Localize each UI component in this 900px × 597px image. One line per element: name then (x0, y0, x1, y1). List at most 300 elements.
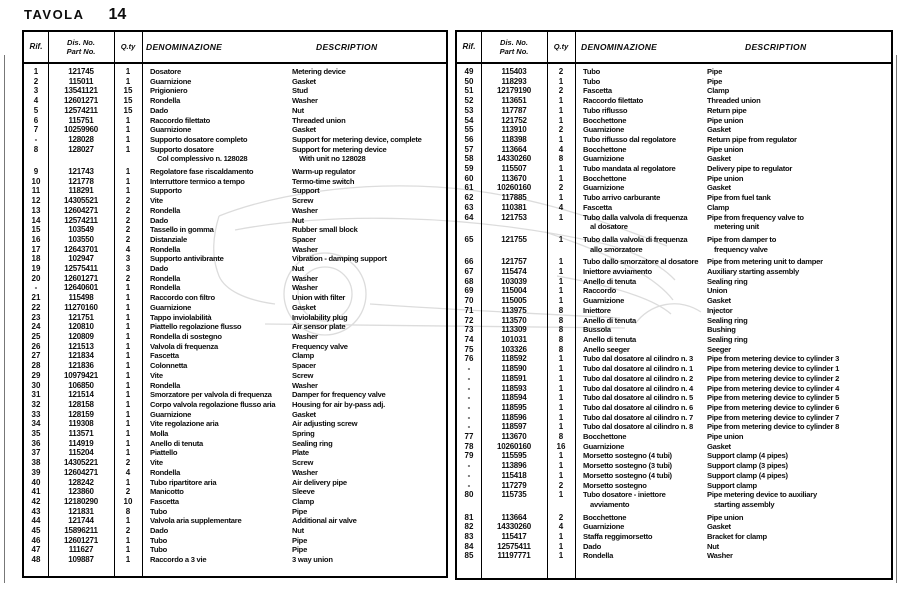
description-text: Return pipe from regulator (707, 134, 797, 144)
name-cells (575, 364, 891, 374)
row-line (583, 222, 891, 232)
description-text: Nut (292, 264, 304, 274)
name-cells (575, 522, 891, 532)
denominazione-text: Supporto antivibrante (150, 254, 224, 264)
row-line (150, 186, 446, 196)
table-row (24, 478, 446, 488)
rif-cell: 44 (31, 516, 41, 526)
qty-cell: 1 (125, 302, 131, 312)
name-cells (575, 203, 891, 213)
denominazione-text: Raccordo con filtro (150, 293, 215, 303)
name-cells (142, 67, 446, 77)
denominazione-text: Colonnetta (150, 361, 188, 371)
row-line (150, 235, 446, 245)
table-row (24, 254, 446, 264)
part-no-cell: 114919 (68, 438, 94, 448)
denominazione-text: Smorzatore per valvola di frequenza (150, 390, 272, 400)
part-no-cell: 128028 (68, 134, 94, 144)
rif-cell: 14 (31, 215, 41, 225)
part-no-cell: 117885 (501, 193, 527, 203)
table-row (24, 303, 446, 313)
part-no-cell: 121836 (68, 361, 94, 371)
table-row (457, 542, 891, 552)
table-row (457, 106, 891, 116)
name-cells (575, 335, 891, 345)
table-row (24, 400, 446, 410)
description-text: Bushing (707, 325, 736, 335)
name-cells (142, 507, 446, 517)
description-text: With unit no 128028 (299, 154, 366, 164)
name-cells (575, 277, 891, 287)
rif-cell: 32 (31, 399, 41, 409)
description-text: Sealing ring (707, 315, 748, 325)
name-cells (142, 264, 446, 274)
col-header-qty: Q.ty (120, 42, 136, 51)
column-divider (547, 32, 548, 578)
name-cells (575, 183, 891, 193)
description-text: Air delivery pipe (292, 477, 347, 487)
table-row (457, 384, 891, 394)
part-no-cell: 115417 (501, 532, 527, 542)
description-text: Air adjusting screw (292, 419, 358, 429)
table-row (24, 264, 446, 274)
rif-cell: 83 (464, 532, 474, 542)
denominazione-text: Dosatore (150, 67, 181, 76)
description-text: Gasket (707, 296, 731, 306)
row-line (150, 206, 446, 216)
name-cells (575, 325, 891, 335)
part-no-cell: 115403 (501, 67, 527, 76)
name-cells (142, 293, 446, 303)
description-text: Pipe from fuel tank (707, 193, 771, 203)
part-no-cell: 106850 (68, 380, 94, 390)
description-text: Nut (292, 105, 304, 115)
part-no-cell: 15896211 (64, 526, 98, 536)
qty-cell: 1 (558, 134, 564, 144)
description-text: Pipe from metering unit to damper (707, 257, 823, 267)
table-row (457, 393, 891, 403)
name-cells (142, 390, 446, 400)
description-text: Gasket (292, 125, 316, 135)
qty-cell: 1 (125, 390, 131, 400)
name-cells (142, 400, 446, 410)
row-line (150, 429, 446, 439)
qty-cell: 1 (558, 422, 564, 432)
qty-cell: 1 (125, 361, 131, 371)
table-row (457, 96, 891, 106)
qty-cell: 8 (558, 344, 564, 354)
table-row (24, 487, 446, 497)
name-cells (575, 174, 891, 184)
rif-cell: - (467, 373, 471, 383)
denominazione-text: Vite regolazione aria (150, 419, 219, 429)
qty-cell: 2 (558, 67, 564, 76)
row-line (150, 313, 446, 323)
qty-cell: 1 (558, 212, 564, 222)
qty-cell: 4 (558, 202, 564, 212)
rif-cell: 16 (31, 234, 41, 244)
qty-cell: 1 (558, 532, 564, 542)
denominazione-text: Dado (150, 526, 168, 536)
rif-cell: - (467, 383, 471, 393)
description-text: frequency valve (714, 244, 768, 254)
rif-cell: 82 (464, 522, 474, 532)
name-cells (575, 164, 891, 174)
rif-cell: 78 (464, 441, 474, 451)
qty-cell: 1 (558, 96, 564, 106)
description-text: Gasket (707, 441, 731, 451)
row-line (583, 213, 891, 223)
part-no-cell: 14330260 (497, 522, 531, 532)
denominazione-text: Valvola aria supplementare (150, 516, 242, 526)
description-text: Gasket (707, 522, 731, 532)
rif-cell: 25 (31, 331, 41, 341)
denominazione-text: Staffa reggimorsetto (583, 532, 653, 542)
denominazione-text: Guarnizione (150, 76, 192, 86)
row-line (150, 77, 446, 87)
name-cells (575, 481, 891, 491)
description-text: Clamp (292, 496, 314, 506)
qty-cell: 1 (558, 383, 564, 393)
qty-cell: 2 (125, 205, 131, 215)
row-line (583, 500, 891, 510)
description-text: Sleeve (292, 487, 315, 497)
table-row (24, 536, 446, 546)
description-text: Warm-up regulator (292, 167, 356, 177)
table-row (457, 442, 891, 452)
denominazione-text: Morsetto sostegno (3 tubi) (583, 461, 672, 471)
row-line (583, 403, 891, 413)
row-line (583, 422, 891, 432)
column-divider (48, 32, 49, 576)
table-row (24, 526, 446, 536)
table-row (24, 216, 446, 226)
name-cells (142, 555, 446, 565)
part-no-cell: 110381 (501, 202, 527, 212)
table-row (457, 154, 891, 164)
description-text: Pipe metering device to auxiliary (707, 490, 817, 500)
description-text: Gasket (707, 183, 731, 193)
rif-cell: 42 (31, 496, 41, 506)
rif-cell: 77 (464, 432, 474, 442)
row-line (150, 448, 446, 458)
description-text: Injector (707, 305, 733, 315)
part-no-cell: 12601271 (64, 96, 98, 106)
row-line (583, 164, 891, 174)
rif-cell: 69 (464, 286, 474, 296)
part-no-cell: 115204 (68, 448, 94, 458)
row-line (150, 96, 446, 106)
description-text: Pipe from metering device to cylinder 6 (707, 402, 840, 412)
row-line (150, 381, 446, 391)
rif-cell: - (467, 364, 471, 374)
part-no-cell: 115011 (68, 76, 94, 86)
name-cells (142, 439, 446, 449)
description-text: Frequency valve (292, 341, 348, 351)
part-no-cell: 118595 (501, 402, 527, 412)
rif-cell: 55 (464, 125, 474, 135)
name-cells (575, 374, 891, 384)
denominazione-text: Fascetta (150, 496, 179, 506)
denominazione-text: Rondella (150, 380, 181, 390)
name-cells (575, 403, 891, 413)
part-no-cell: 12574211 (64, 215, 98, 225)
name-cells (142, 303, 446, 313)
part-no-cell: 120809 (68, 331, 94, 341)
row-line (150, 400, 446, 410)
denominazione-text: Iniettore (583, 305, 611, 315)
column-divider (575, 32, 576, 578)
description-text: Gasket (292, 409, 316, 419)
qty-cell: 1 (558, 461, 564, 471)
qty-cell: 1 (558, 541, 564, 551)
qty-cell: 2 (125, 196, 131, 206)
denominazione-text: Rondella (150, 283, 181, 293)
table-row (457, 203, 891, 213)
rif-cell: 10 (31, 176, 41, 186)
description-text: Stud (292, 86, 308, 96)
denominazione-text: Tubo dal dosatore al cilindro n. 4 (583, 383, 693, 393)
part-no-cell: 115507 (501, 164, 527, 174)
description-text: Pipe from frequency valve to (707, 212, 804, 222)
row-line (150, 264, 446, 274)
rif-cell: 1 (33, 67, 39, 76)
row-line (583, 442, 891, 452)
name-cells (142, 106, 446, 116)
name-cells (142, 186, 446, 196)
qty-cell: 1 (558, 470, 564, 480)
name-cells (575, 461, 891, 471)
description-text: Clamp (707, 86, 729, 96)
row-line (583, 203, 891, 213)
part-no-cell: 121513 (68, 341, 94, 351)
table-row (457, 267, 891, 277)
qty-cell: 8 (558, 432, 564, 442)
name-cells (575, 235, 891, 254)
row-line (150, 487, 446, 497)
description-text: Gasket (292, 76, 316, 86)
row-line (150, 135, 446, 145)
name-cells (575, 286, 891, 296)
part-no-cell: 103550 (68, 234, 94, 244)
rif-cell: - (467, 480, 471, 490)
qty-cell: 1 (558, 234, 564, 244)
table-row (24, 77, 446, 87)
table-row (24, 245, 446, 255)
description-text: Metering device (292, 67, 346, 76)
denominazione-text: Tubo dal dosatore al cilindro n. 8 (583, 422, 693, 432)
qty-cell: 1 (125, 409, 131, 419)
qty-cell: 1 (125, 186, 131, 196)
qty-cell: 16 (556, 441, 566, 451)
row-line (150, 507, 446, 517)
rif-cell: 45 (31, 526, 41, 536)
name-cells (142, 254, 446, 264)
rif-cell: 63 (464, 202, 474, 212)
rif-cell: 19 (31, 264, 41, 274)
rif-cell: 2 (33, 76, 39, 86)
table-row (24, 555, 446, 565)
table-row (24, 225, 446, 235)
part-no-cell: 12604271 (64, 205, 98, 215)
rif-cell: 5 (33, 105, 39, 115)
part-no-cell: 121778 (68, 176, 94, 186)
rif-cell: 35 (31, 429, 41, 439)
denominazione-text: Guarnizione (583, 522, 625, 532)
qty-cell: 1 (125, 76, 131, 86)
denominazione-text: Prigioniero (150, 86, 188, 96)
page-number: 14 (108, 6, 127, 23)
qty-cell: 8 (558, 154, 564, 164)
qty-cell: 1 (125, 176, 131, 186)
row-line (150, 167, 446, 177)
qty-cell: 1 (125, 370, 131, 380)
name-cells (142, 448, 446, 458)
rif-cell: 85 (464, 551, 474, 561)
part-no-cell: 121834 (68, 351, 94, 361)
part-no-cell: 113975 (501, 305, 527, 315)
page-header (24, 6, 126, 24)
part-no-cell: 113670 (501, 173, 527, 183)
row-line (583, 316, 891, 326)
denominazione-text: Supporto (150, 186, 182, 196)
part-no-cell: 12574211 (64, 105, 98, 115)
table-row (457, 145, 891, 155)
row-line (150, 410, 446, 420)
left-parts-table (22, 30, 448, 578)
row-line (583, 513, 891, 523)
name-cells (575, 296, 891, 306)
row-line (150, 125, 446, 135)
table-row (24, 196, 446, 206)
denominazione-text: Guarnizione (583, 125, 625, 135)
denominazione-text: Bussola (583, 325, 611, 335)
description-text: Pipe union (707, 173, 744, 183)
part-no-cell: 115595 (501, 451, 527, 461)
qty-cell: 1 (125, 429, 131, 439)
denominazione-text: Tubo (150, 506, 167, 516)
col-header-rif: Rif. (29, 42, 43, 51)
name-cells (575, 393, 891, 403)
row-line (150, 439, 446, 449)
denominazione-text: Bocchettone (583, 115, 627, 125)
name-cells (575, 116, 891, 126)
description-text: Damper for frequency valve (292, 390, 386, 400)
denominazione-text: Tubo dal dosatore al cilindro n. 1 (583, 364, 693, 374)
table-row (457, 461, 891, 471)
name-cells (142, 458, 446, 468)
name-cells (142, 145, 446, 164)
denominazione-text: Vite (150, 370, 163, 380)
denominazione-text: Bocchettone (583, 173, 627, 183)
denominazione-text: Interruttore termico a tempo (150, 176, 245, 186)
part-no-cell: 14305521 (64, 196, 98, 206)
qty-cell: 1 (125, 399, 131, 409)
part-no-cell: 10979421 (64, 370, 98, 380)
qty-cell: 1 (558, 105, 564, 115)
rif-cell: 74 (464, 334, 474, 344)
qty-cell: 1 (558, 551, 564, 561)
description-text: Pipe from damper to (707, 234, 777, 244)
rif-cell: 17 (31, 244, 41, 254)
name-cells (142, 419, 446, 429)
table-row (457, 286, 891, 296)
qty-cell: 1 (125, 144, 131, 154)
table-row (24, 468, 446, 478)
table-row (24, 96, 446, 106)
denominazione-text: Dado (150, 215, 168, 225)
table-row (24, 116, 446, 126)
table-row (457, 174, 891, 184)
name-cells (575, 213, 891, 232)
part-no-cell: 113670 (501, 432, 527, 442)
denominazione-text: Rondella (583, 551, 614, 561)
rif-cell: 27 (31, 351, 41, 361)
qty-cell: 1 (558, 267, 564, 277)
part-no-cell: 115751 (68, 115, 94, 125)
name-cells (142, 116, 446, 126)
table-row (24, 371, 446, 381)
name-cells (575, 384, 891, 394)
denominazione-text: Guarnizione (583, 183, 625, 193)
table-row (24, 293, 446, 303)
qty-cell: 1 (125, 322, 131, 332)
name-cells (142, 313, 446, 323)
part-no-cell: 102947 (68, 254, 94, 264)
name-cells (142, 429, 446, 439)
table-row (24, 545, 446, 555)
col-header-description: DESCRIPTION (745, 42, 807, 52)
description-text: Rubber small block (292, 225, 358, 235)
row-line (583, 481, 891, 491)
row-line (150, 361, 446, 371)
rif-cell: - (467, 412, 471, 422)
rif-cell: - (467, 470, 471, 480)
part-no-cell: 113664 (501, 512, 527, 522)
denominazione-text: Rondella (150, 467, 181, 477)
part-no-cell: 121745 (68, 67, 94, 76)
description-text: Screw (292, 458, 314, 468)
part-no-cell: 118590 (501, 364, 527, 374)
table-row (457, 193, 891, 203)
table-row (24, 235, 446, 245)
name-cells (575, 542, 891, 552)
qty-cell: 2 (558, 183, 564, 193)
name-cells (142, 526, 446, 536)
table-row (24, 516, 446, 526)
denominazione-text: Tubo riflusso (583, 105, 628, 115)
denominazione-text: Tubo (583, 67, 600, 76)
name-cells (575, 413, 891, 423)
qty-cell: 1 (558, 451, 564, 461)
part-no-cell: 118398 (501, 134, 527, 144)
right-parts-table (455, 30, 893, 580)
rif-cell: 8 (33, 144, 39, 154)
row-line (583, 183, 891, 193)
row-line (583, 522, 891, 532)
part-no-cell: 121743 (68, 167, 94, 177)
table-row (24, 106, 446, 116)
qty-cell: 4 (125, 244, 131, 254)
rif-cell: 29 (31, 370, 41, 380)
row-line (150, 106, 446, 116)
qty-cell: 1 (125, 167, 131, 177)
description-text: Pipe from metering device to cylinder 1 (707, 364, 840, 374)
part-no-cell: 113664 (501, 144, 527, 154)
part-no-cell: 14330260 (497, 154, 531, 164)
row-line (583, 551, 891, 561)
qty-cell: 1 (558, 373, 564, 383)
